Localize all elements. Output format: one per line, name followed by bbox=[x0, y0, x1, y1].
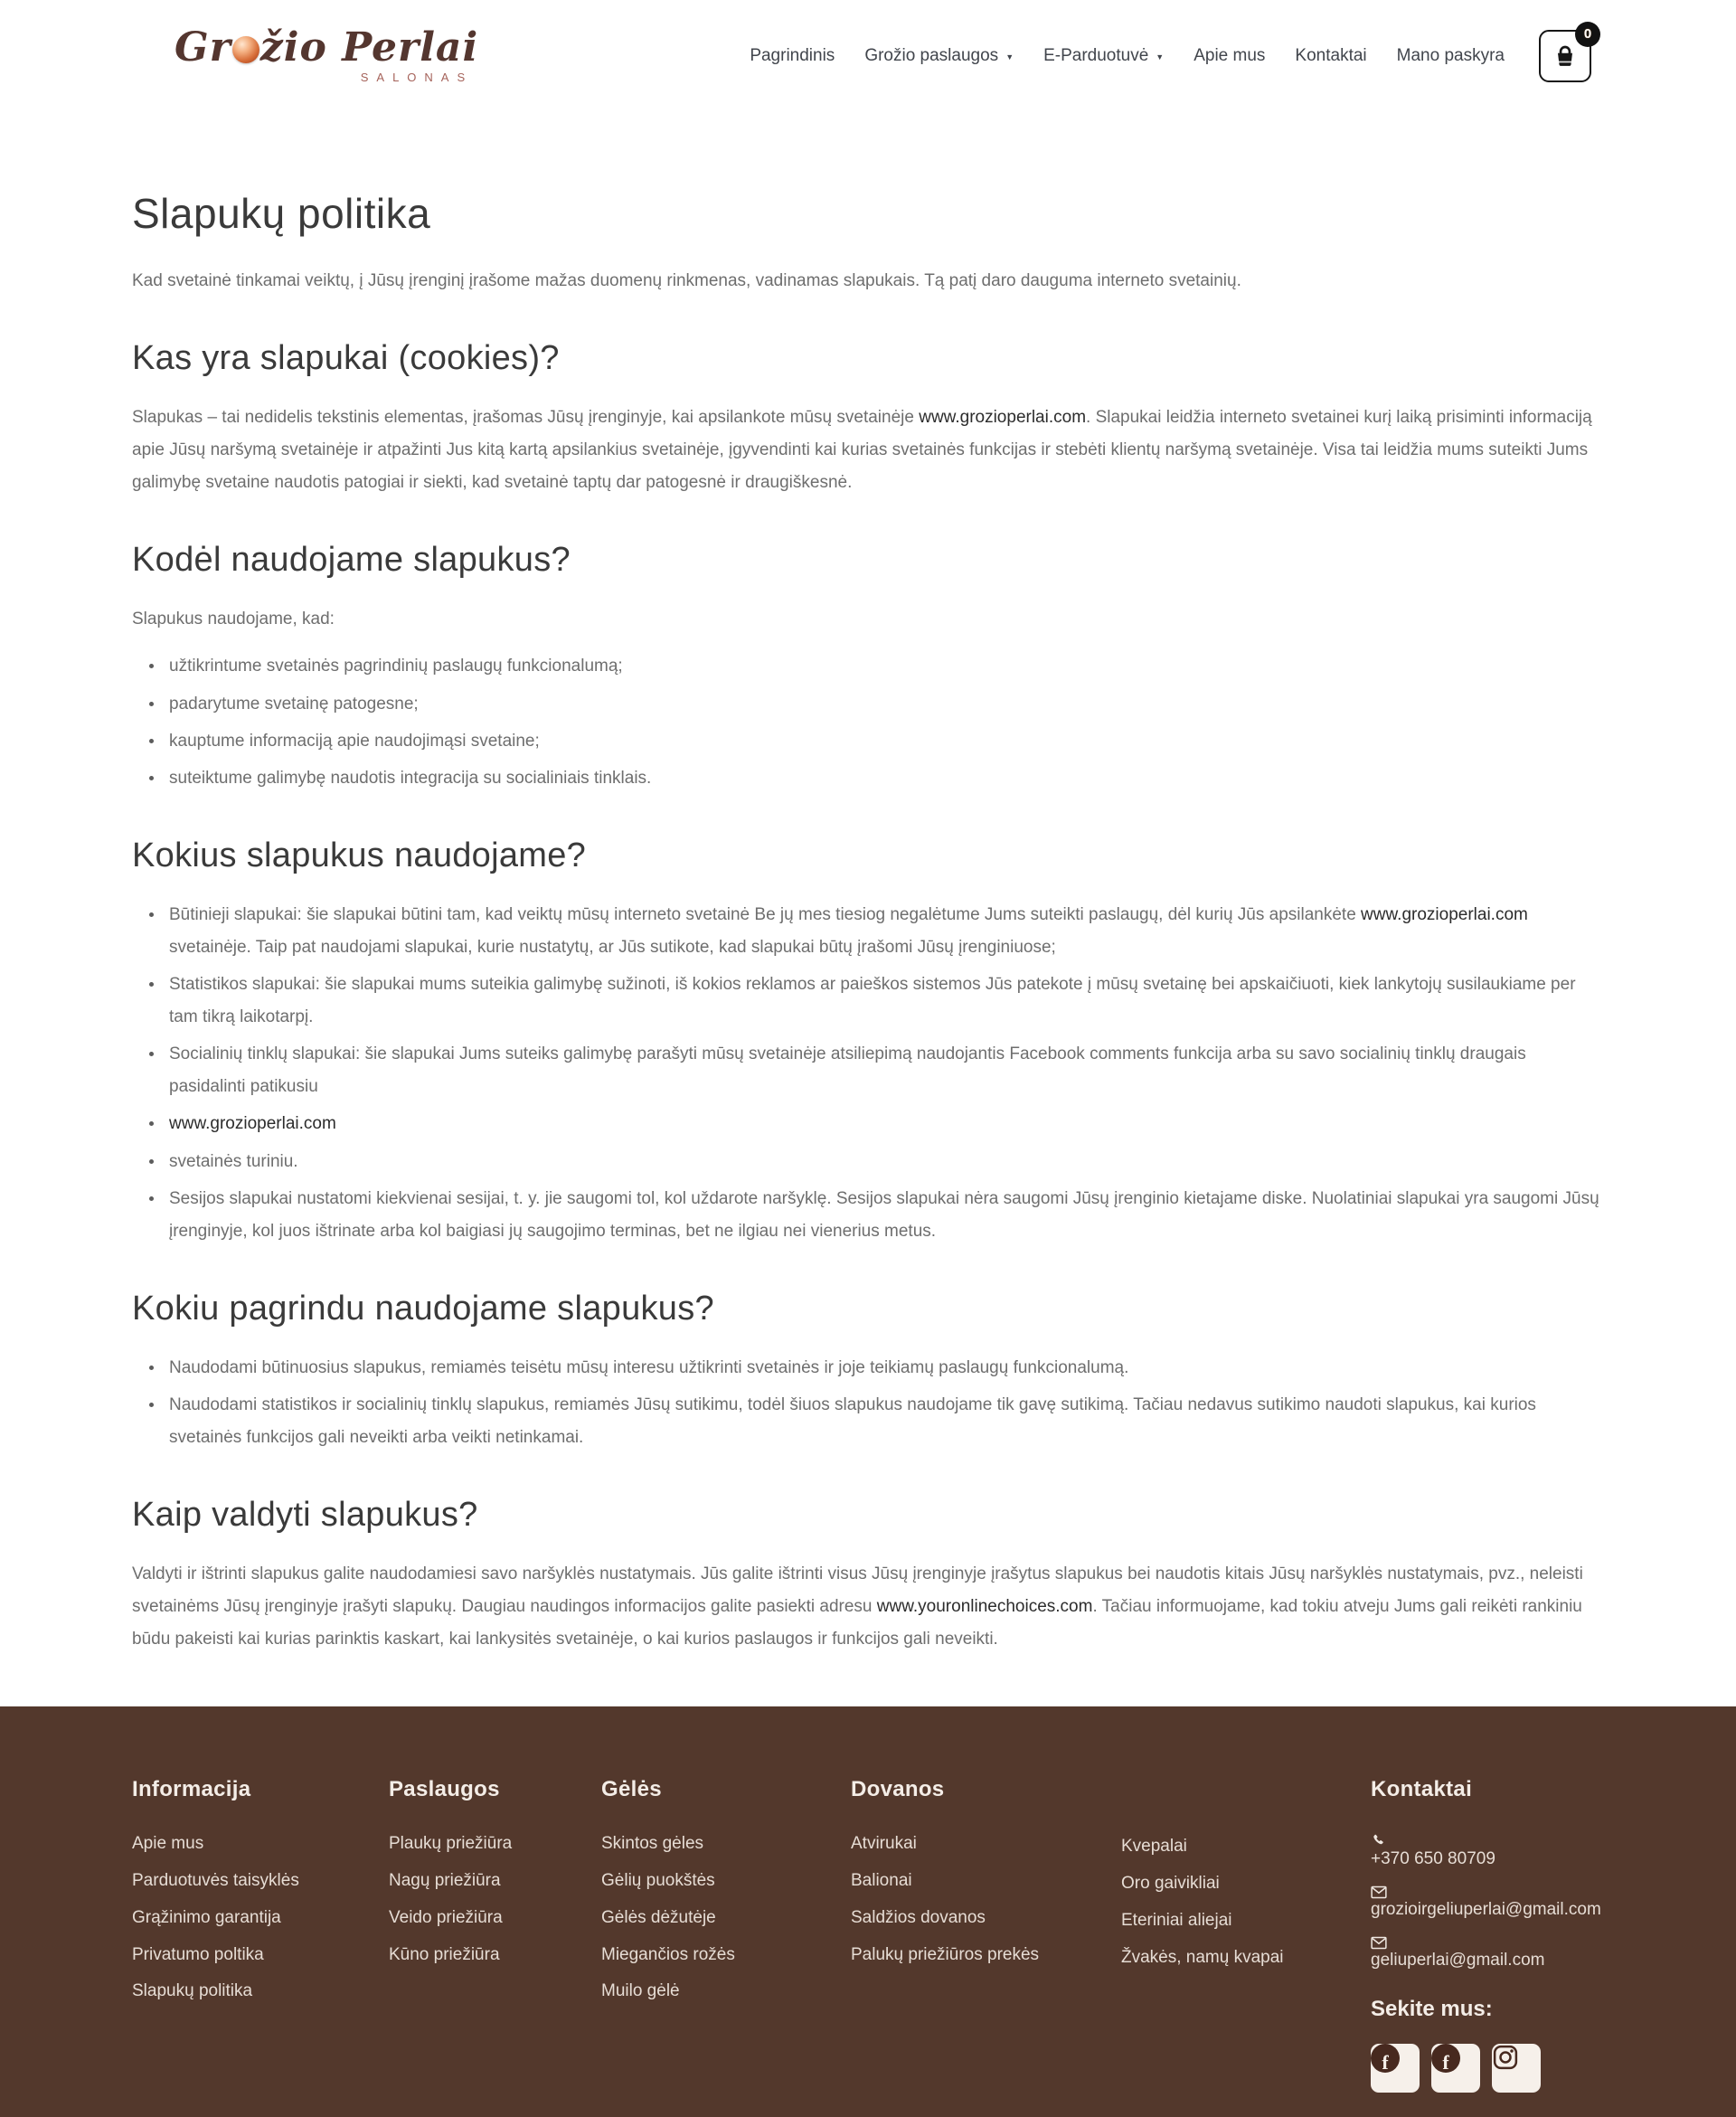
chevron-down-icon: ▼ bbox=[1005, 52, 1014, 61]
footer-link-grazinimo-garantija[interactable]: Grąžinimo garantija bbox=[132, 1907, 281, 1927]
section-heading: Kas yra slapukai (cookies)? bbox=[132, 339, 560, 378]
section-paragraph: Valdyti ir ištrinti slapukus galite naudodamiesi savo naršyklės nustatymais. Jūs galite ištrinti visus Jūsų įrenginyje įrašytus slapukus bei naudotis kitais Jūsų naršyklės nustatymais, pvz., neleisti svetainėms Jūsų įrenginyje įrašyti slapukų. Daugiau naudingos informacijos galite pasiekti adresu www.youronlinechoices.com. Tačiau informuojame, kad tokiu atveju Jums gali reikėti rankiniu būdu pakeisti kai kurias parinktis kaskart, kai lankysitės svetainėje, o kai kurios paslaugos ir funkcijos gali neveikti. bbox=[132, 1564, 1583, 1649]
phone-icon bbox=[1371, 1833, 1604, 1848]
footer-heading: Kontaktai bbox=[1371, 1777, 1473, 1802]
footer-link-geles-dezuteje[interactable]: Gėlės dėžutėje bbox=[601, 1907, 716, 1927]
footer-heading: Paslaugos bbox=[389, 1777, 500, 1802]
nav-item-apie-mus[interactable]: Apie mus bbox=[1194, 45, 1266, 65]
facebook-button-1[interactable] bbox=[1371, 2044, 1420, 2093]
footer-col-geles bbox=[601, 1777, 851, 2107]
social-links bbox=[1371, 2044, 1604, 2108]
youronlinechoices-link[interactable]: www.youronlinechoices.com bbox=[876, 1597, 1093, 1617]
section-paragraph: Slapukas – tai nedidelis tekstinis elementas, įrašomas Jūsų įrenginyje, kai apsilankote mūsų svetainėje www.grozioperlai.com. Slapukai leidžia interneto svetainei kurį laiką prisiminti informaciją apie Jūsų naršymą svetainėje ir atpažinti Jus kitą kartą apsilankius svetainėje, įgyvendinti kai kurias svetainės funkcijas ir stebėti klientų naršymą svetainėje. Visa tai leidžia mums suteikti Jums galimybę svetaine naudotis patogiai ir siekti, kad svetainė taptų dar patogesnė ir draugiškesnė. bbox=[132, 408, 1592, 493]
list-item: kauptume informaciją apie naudojimąsi svetaine; bbox=[145, 725, 1600, 758]
footer-link-zvakes-namu-kvapai[interactable]: Žvakės, namų kvapai bbox=[1121, 1947, 1284, 1967]
page-title: Slapukų politika bbox=[132, 190, 431, 237]
list-item: svetainės turiniu. bbox=[145, 1146, 1600, 1178]
section-heading: Kaip valdyti slapukus? bbox=[132, 1496, 478, 1535]
footer-link-atvirukai[interactable]: Atvirukai bbox=[851, 1834, 917, 1854]
footer-link-saldzios-dovanos[interactable]: Saldžios dovanos bbox=[851, 1907, 986, 1927]
footer-link-slapuku-politika[interactable]: Slapukų politika bbox=[132, 1981, 253, 2001]
footer-link-palukų-prieziuros-prekes[interactable]: Palukų priežiūros prekės bbox=[851, 1944, 1040, 1964]
footer-heading: Dovanos bbox=[851, 1777, 945, 1802]
footer-link-veido-prieziura[interactable]: Veido priežiūra bbox=[389, 1907, 503, 1927]
footer-link-parduotuves-taisykles[interactable]: Parduotuvės taisyklės bbox=[132, 1871, 299, 1891]
nav-item-kontaktai[interactable]: Kontaktai bbox=[1295, 45, 1367, 65]
chevron-down-icon: ▼ bbox=[1156, 52, 1165, 61]
list-item: Naudodami statistikos ir socialinių tinklų slapukus, remiamės Jūsų sutikimu, todėl šiuos slapukus naudojame tik gavę sutikimą. Tačiau nedavus sutikimo naudoti slapukus, kai kurios svetainės funkcijos gali neveikti arba veikti netinkamai. bbox=[145, 1389, 1600, 1454]
mail-icon bbox=[1371, 1936, 1604, 1950]
section-kodel-naudojame bbox=[132, 541, 1600, 794]
list-item: Būtinieji slapukai: šie slapukai būtini tam, kad veiktų mūsų interneto svetainė Be jų mes tiesiog negalėtume Jums suteikti paslaugų, dėl kurių Jūs apsilankėte www.grozioperlai.com svetainėje. Taip pat naudojami slapukai, kurie nustatytų, ar Jūs sutikote, kad slapukai būtų įrašomi Jūsų įrenginiuose; bbox=[145, 899, 1600, 964]
main-nav bbox=[750, 46, 1505, 66]
site-logo[interactable] bbox=[175, 24, 479, 84]
footer-link-nagu-prieziura[interactable]: Nagų priežiūra bbox=[389, 1871, 501, 1891]
main-content bbox=[0, 111, 1736, 1665]
facebook-icon: f bbox=[1431, 2044, 1460, 2073]
list-item: Sesijos slapukai nustatomi kiekvienai sesijai, t. y. jie saugomi tol, kol uždarote naršyklę. Sesijos slapukai nėra saugomi Jūsų įrenginio kietajame diske. Nuolatiniai slapukai yra saugomi Jūsų įrenginyje, kol juos ištrinate arba kol baigiasi jų saugojimo terminas, bet ne ilgiau nei vienerius metus. bbox=[145, 1183, 1600, 1248]
section-heading: Kodėl naudojame slapukus? bbox=[132, 541, 571, 580]
phone-link[interactable]: +370 650 80709 bbox=[1371, 1833, 1604, 1870]
mail-icon bbox=[1371, 1885, 1604, 1899]
instagram-icon bbox=[1492, 2044, 1541, 2071]
section-kas-yra-slapukai bbox=[132, 339, 1600, 499]
follow-us-heading: Sekite mus: bbox=[1371, 1996, 1493, 2021]
facebook-icon: f bbox=[1371, 2044, 1400, 2073]
footer-link-skintos-geles[interactable]: Skintos gėles bbox=[601, 1834, 704, 1854]
list-item bbox=[145, 1108, 1600, 1140]
section-kokiu-pagrindu bbox=[132, 1290, 1600, 1454]
list-lead: Slapukus naudojame, kad: bbox=[132, 610, 335, 629]
section-heading: Kokiu pagrindu naudojame slapukus? bbox=[132, 1289, 714, 1328]
footer-col-dovanos bbox=[851, 1777, 1121, 2107]
footer-col-kontaktai bbox=[1371, 1777, 1604, 2107]
footer-heading bbox=[1121, 1780, 1371, 1809]
shopping-bag-icon bbox=[1551, 42, 1580, 71]
bullet-list bbox=[145, 650, 1600, 794]
section-kokius-slapukus bbox=[132, 836, 1600, 1248]
section-kaip-valdyti bbox=[132, 1496, 1600, 1656]
list-item: Socialinių tinklų slapukai: šie slapukai Jums suteiks galimybę parašyti mūsų svetainėje atsiliepimą naudojantis Facebook comments funkcija arba su savo socialinių tinklų draugais pasidalinti patikusiu bbox=[145, 1038, 1600, 1103]
list-item: Statistikos slapukai: šie slapukai mums suteikia galimybę sužinoti, iš kokios reklamos ar paieškos sistemos Jūs patekote į mūsų svetainę bei apskaičiuoti, kiek lankytojų susilaukiame per tam tikrą laikotarpį. bbox=[145, 969, 1600, 1034]
footer-link-muilo-gele[interactable]: Muilo gėlė bbox=[601, 1981, 680, 2001]
cart-button[interactable] bbox=[1539, 26, 1592, 82]
footer-link-kvepalai[interactable]: Kvepalai bbox=[1121, 1837, 1187, 1857]
logo-subtitle: SALONAS bbox=[360, 71, 474, 84]
footer-link-geliu-puokstes[interactable]: Gėlių puokštės bbox=[601, 1871, 715, 1891]
pearl-icon bbox=[232, 36, 259, 63]
bullet-list bbox=[145, 899, 1600, 1248]
cart-count-badge: 0 bbox=[1575, 22, 1600, 47]
footer-link-eteriniai-aliejai[interactable]: Eteriniai aliejai bbox=[1121, 1910, 1232, 1930]
list-item: padarytume svetainę patogesne; bbox=[145, 688, 1600, 721]
footer-link-apie-mus[interactable]: Apie mus bbox=[132, 1834, 204, 1854]
list-item: Naudodami būtinuosius slapukus, remiamės teisėtu mūsų interesu užtikrinti svetainės ir joje teikiamų paslaugų funkcionalumą. bbox=[145, 1352, 1600, 1385]
footer-heading: Informacija bbox=[132, 1777, 251, 1802]
section-heading: Kokius slapukus naudojame? bbox=[132, 836, 587, 874]
nav-item-grozio-paslaugos[interactable]: Grožio paslaugos ▼ bbox=[864, 45, 1014, 65]
email-link-1[interactable]: grozioirgeliuperlai@gmail.com bbox=[1371, 1885, 1604, 1921]
list-item: užtikrintume svetainės pagrindinių paslaugų funkcionalumą; bbox=[145, 650, 1600, 683]
bullet-list bbox=[145, 1352, 1600, 1454]
footer-link-balionai[interactable]: Balionai bbox=[851, 1871, 912, 1891]
footer-link-kuno-prieziura[interactable]: Kūno priežiūra bbox=[389, 1944, 500, 1964]
grozioperlai-link[interactable]: www.grozioperlai.com bbox=[169, 1114, 336, 1134]
instagram-button[interactable] bbox=[1492, 2044, 1541, 2093]
list-item: suteiktume galimybę naudotis integracija su socialiniais tinklais. bbox=[145, 762, 1600, 795]
nav-item-pagrindinis[interactable]: Pagrindinis bbox=[750, 45, 835, 65]
footer-link-oro-gaivikliai[interactable]: Oro gaivikliai bbox=[1121, 1874, 1220, 1894]
footer-col-kvapai bbox=[1121, 1777, 1371, 2107]
footer-link-privatumo-politika[interactable]: Privatumo poltika bbox=[132, 1944, 264, 1964]
nav-item-mano-paskyra[interactable]: Mano paskyra bbox=[1396, 45, 1505, 65]
site-footer bbox=[0, 1706, 1736, 2117]
footer-link-plauku-prieziura[interactable]: Plaukų priežiūra bbox=[389, 1834, 513, 1854]
grozioperlai-link[interactable]: www.grozioperlai.com bbox=[919, 408, 1087, 428]
footer-link-miegancios-rozes[interactable]: Miegančios rožės bbox=[601, 1944, 735, 1964]
logo-script-text: Gr žio Perlai bbox=[175, 24, 479, 71]
intro-paragraph: Kad svetainė tinkamai veiktų, į Jūsų įrenginį įrašome mažas duomenų rinkmenas, vadinamas slapukais. Tą patį daro dauguma interneto svetainių. bbox=[132, 271, 1241, 290]
footer-col-informacija bbox=[132, 1777, 389, 2107]
footer-heading: Gėlės bbox=[601, 1777, 662, 1802]
site-header bbox=[0, 0, 1736, 111]
email-link-2[interactable]: geliuperlai@gmail.com bbox=[1371, 1936, 1604, 1971]
grozioperlai-link[interactable]: www.grozioperlai.com bbox=[1361, 904, 1528, 924]
nav-item-e-parduotuve[interactable]: E-Parduotuvė ▼ bbox=[1043, 45, 1165, 65]
facebook-button-2[interactable] bbox=[1431, 2044, 1480, 2093]
footer-col-paslaugos bbox=[389, 1777, 601, 2107]
